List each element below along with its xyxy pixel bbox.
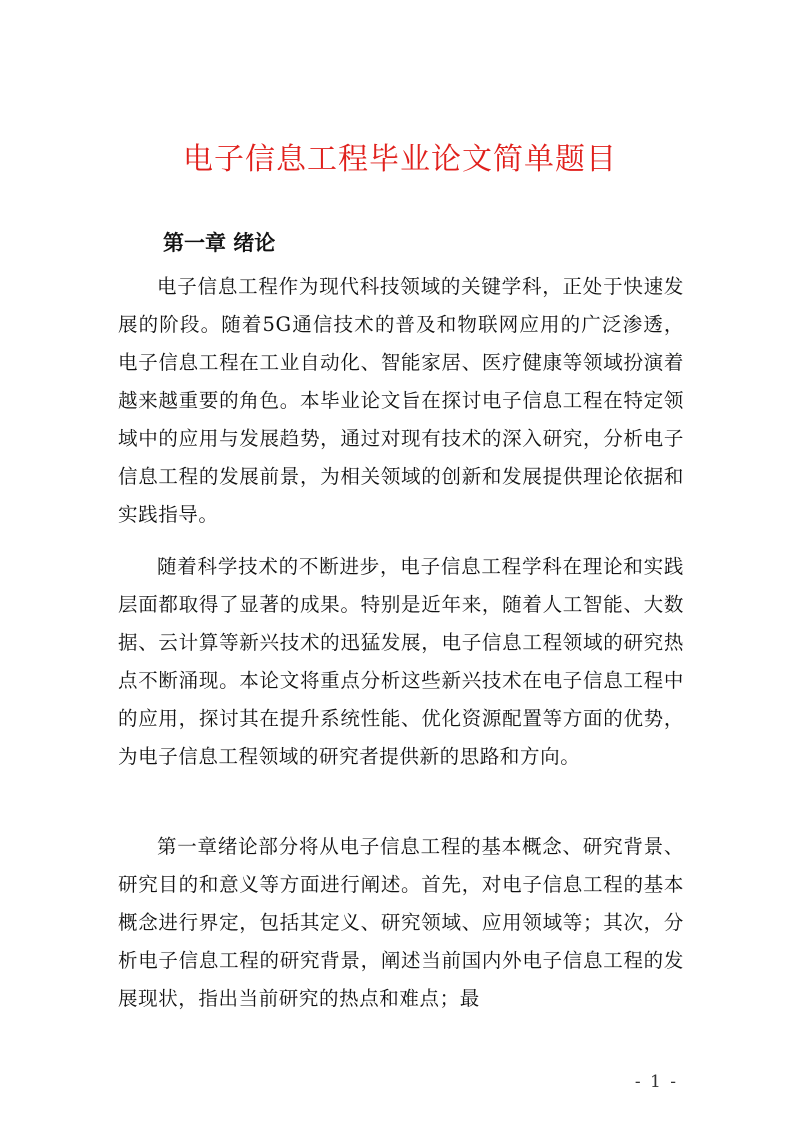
- page-number: - 1 -: [634, 1072, 678, 1092]
- chapter-heading: 第一章 绪论: [163, 231, 276, 255]
- body-paragraph: 随着科学技术的不断进步，电子信息工程学科在理论和实践层面都取得了显著的成果。特别是近年来，随着人工智能、大数据、云计算等新兴技术的迅猛发展，电子信息工程领域的研究热点不断涌现。本论文将重点分析这些新兴技术在电子信息工程中的应用，探讨其在提升系统性能、优化资源配置等方面的优势，为电子信息工程领域的研究者提供新的思路和方向。: [118, 555, 684, 768]
- document-title: 电子信息工程毕业论文简单题目: [183, 142, 617, 177]
- body-paragraph: 第一章绪论部分将从电子信息工程的基本概念、研究背景、研究目的和意义等方面进行阐述。首先，对电子信息工程的基本概念进行界定，包括其定义、研究领域、应用领域等；其次，分析电子信息工程的研究背景，阐述当前国内外电子信息工程的发展现状，指出当前研究的热点和难点；最: [118, 835, 684, 1010]
- body-paragraph: 电子信息工程作为现代科技领域的关键学科，正处于快速发展的阶段。随着5G通信技术的普及和物联网应用的广泛渗透，电子信息工程在工业自动化、智能家居、医疗健康等领域扮演着越来越重要的角色。本毕业论文旨在探讨电子信息工程在特定领域中的应用与发展趋势，通过对现有技术的深入研究，分析电子信息工程的发展前景，为相关领域的创新和发展提供理论依据和实践指导。: [118, 275, 684, 526]
